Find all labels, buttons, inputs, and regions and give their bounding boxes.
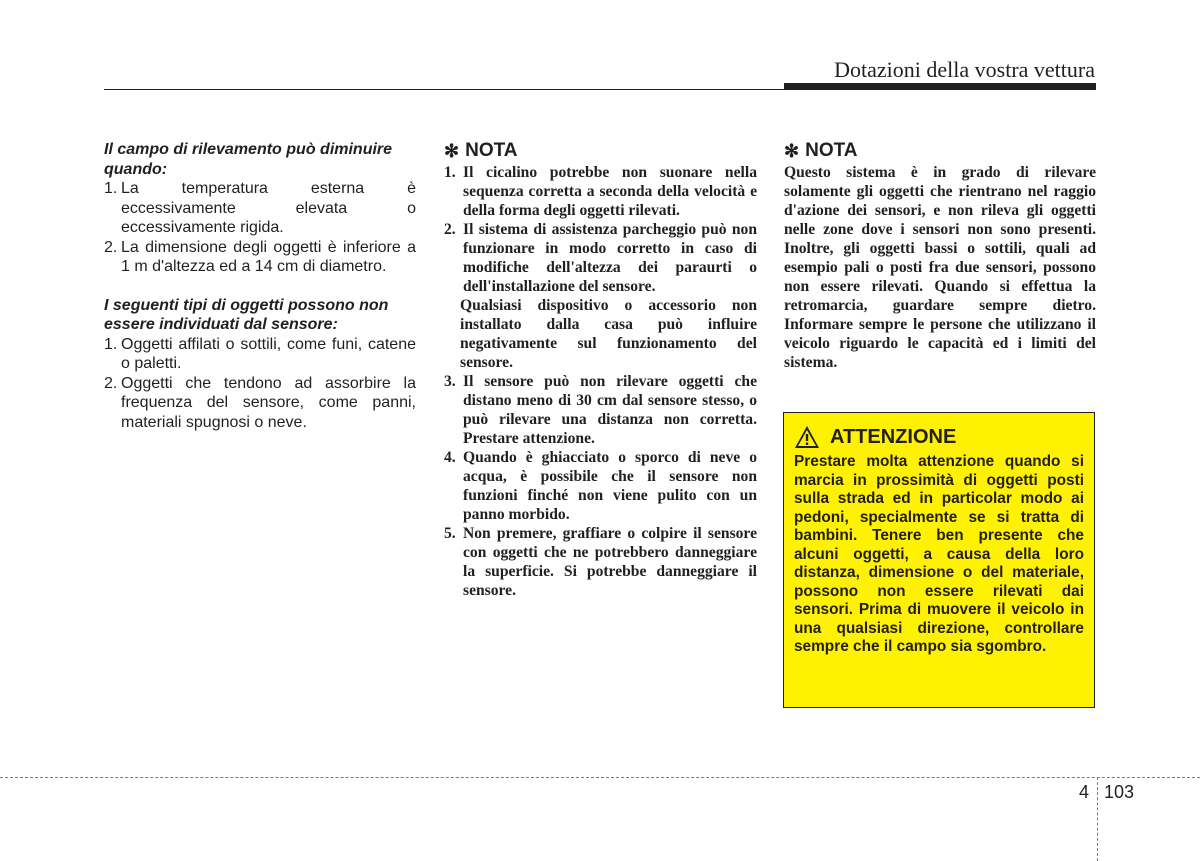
footer-divider [0,777,1200,778]
list-item [444,163,757,220]
asterisk-icon: ✻ [784,140,800,161]
list-item [104,179,416,238]
object-list [104,335,416,433]
warning-triangle-icon [794,425,820,449]
nota-title: NOTA [805,140,858,161]
list-item [444,220,757,296]
list-text: La temperatura esterna è eccessivamente elevata o eccessivamente rigida. [121,180,416,236]
list-text: Oggetti che tendono ad assorbire la frequenza del sensore, come panni, materiali spugnosi o neve. [121,374,416,431]
list-item [444,524,757,600]
list-number: 2. [104,374,118,392]
nota-list [444,163,757,296]
list-number: 3. [444,373,456,390]
column-right [784,140,1096,372]
condition-list [104,179,416,277]
list-number: 5. [444,525,456,542]
list-number: 2. [104,238,118,256]
chapter-number: 4 [1079,782,1090,802]
list-number: 4. [444,449,456,466]
list-text: Non premere, graffiare o colpire il sensore con oggetti che ne potrebbero danneggiare la superficie. Si potrebbe danneggiare il sensore. [463,525,757,599]
page-number: 103 [1104,782,1135,802]
warning-text: Prestare molta attenzione quando si marcia in prossimità di oggetti posti sulla strada ed in particolar modo ai pedoni, specialmente se si tratta di bambini. Tenere ben presente che alcuni oggetti, a causa della loro distanza, dimensione o del materiale, possono non essere rilevati dai sensori. Prima di muovere il veicolo in una qualsiasi direzione, controllare sempre che il campo sia sgombro. [794,453,1084,655]
list-text: Il sistema di assistenza parcheggio può non funzionare in modo corretto in caso di modifiche dell'altezza dei paraurti o dell'installazione del sensore. [463,221,757,295]
header-title: Dotazioni della vostra vettura [834,57,1095,82]
list-text: Il sensore può non rilevare oggetti che distano meno di 30 cm dal sensore stesso, o può rilevare una distanza non corretta. Prestare attenzione. [463,373,757,447]
list-item [444,372,757,448]
nota-title: NOTA [465,140,518,161]
list-item [104,335,416,374]
nota-text: Questo sistema è in grado di rilevare solamente gli oggetti che rientrano nel raggio d'azione dei sensori, e non rileva gli oggetti nelle zone dove i sensori non sono presenti. Inoltre, gli oggetti bassi o sottili, quali ad esempio pali o posti fra due sensori, possono non essere rilevati. Quando si effettua la retromarcia, guardare sempre dietro. Informare sempre le persone che utilizzano il veicolo riguardo le capacità ed i limiti del sistema. [784,164,1096,371]
nota-heading [444,140,757,162]
warning-box [783,412,1095,708]
list-text: Il cicalino potrebbe non suonare nella sequenza corretta a seconda della velocità e della forma degli oggetti rilevati. [463,164,757,219]
footer-vertical-divider [1097,777,1098,861]
section-heading: I seguenti tipi di oggetti possono non essere individuati dal sensore: [104,296,389,333]
list-text: Oggetti affilati o sottili, come funi, catene o paletti. [121,335,416,372]
list-text: Quando è ghiacciato o sporco di neve o acqua, è possibile che il sensore non funzioni finché non viene pulito con un panno morbido. [463,449,757,523]
list-text: La dimensione degli oggetti è inferiore a 1 m d'altezza ed a 14 cm di diametro. [121,238,416,275]
list-number: 1. [444,164,456,181]
column-left [104,140,416,432]
column-middle [444,140,757,600]
warning-title: ATTENZIONE [830,425,957,448]
header-rule-thick [784,83,1096,90]
nota-heading [784,140,1096,162]
list-number: 2. [444,221,456,238]
list-item [104,238,416,277]
asterisk-icon: ✻ [444,140,460,161]
nota-list-continued [444,372,757,600]
section-heading: Il campo di rilevamento può diminuire quando: [104,141,393,178]
list-number: 1. [104,335,118,353]
list-item [444,448,757,524]
list-number: 1. [104,180,118,197]
list-item [104,374,416,433]
warning-heading [794,425,1084,449]
nota-sub-paragraph: Qualsiasi dispositivo o accessorio non installato dalla casa può influire negativamente sul funzionamento del sensore. [460,297,757,371]
